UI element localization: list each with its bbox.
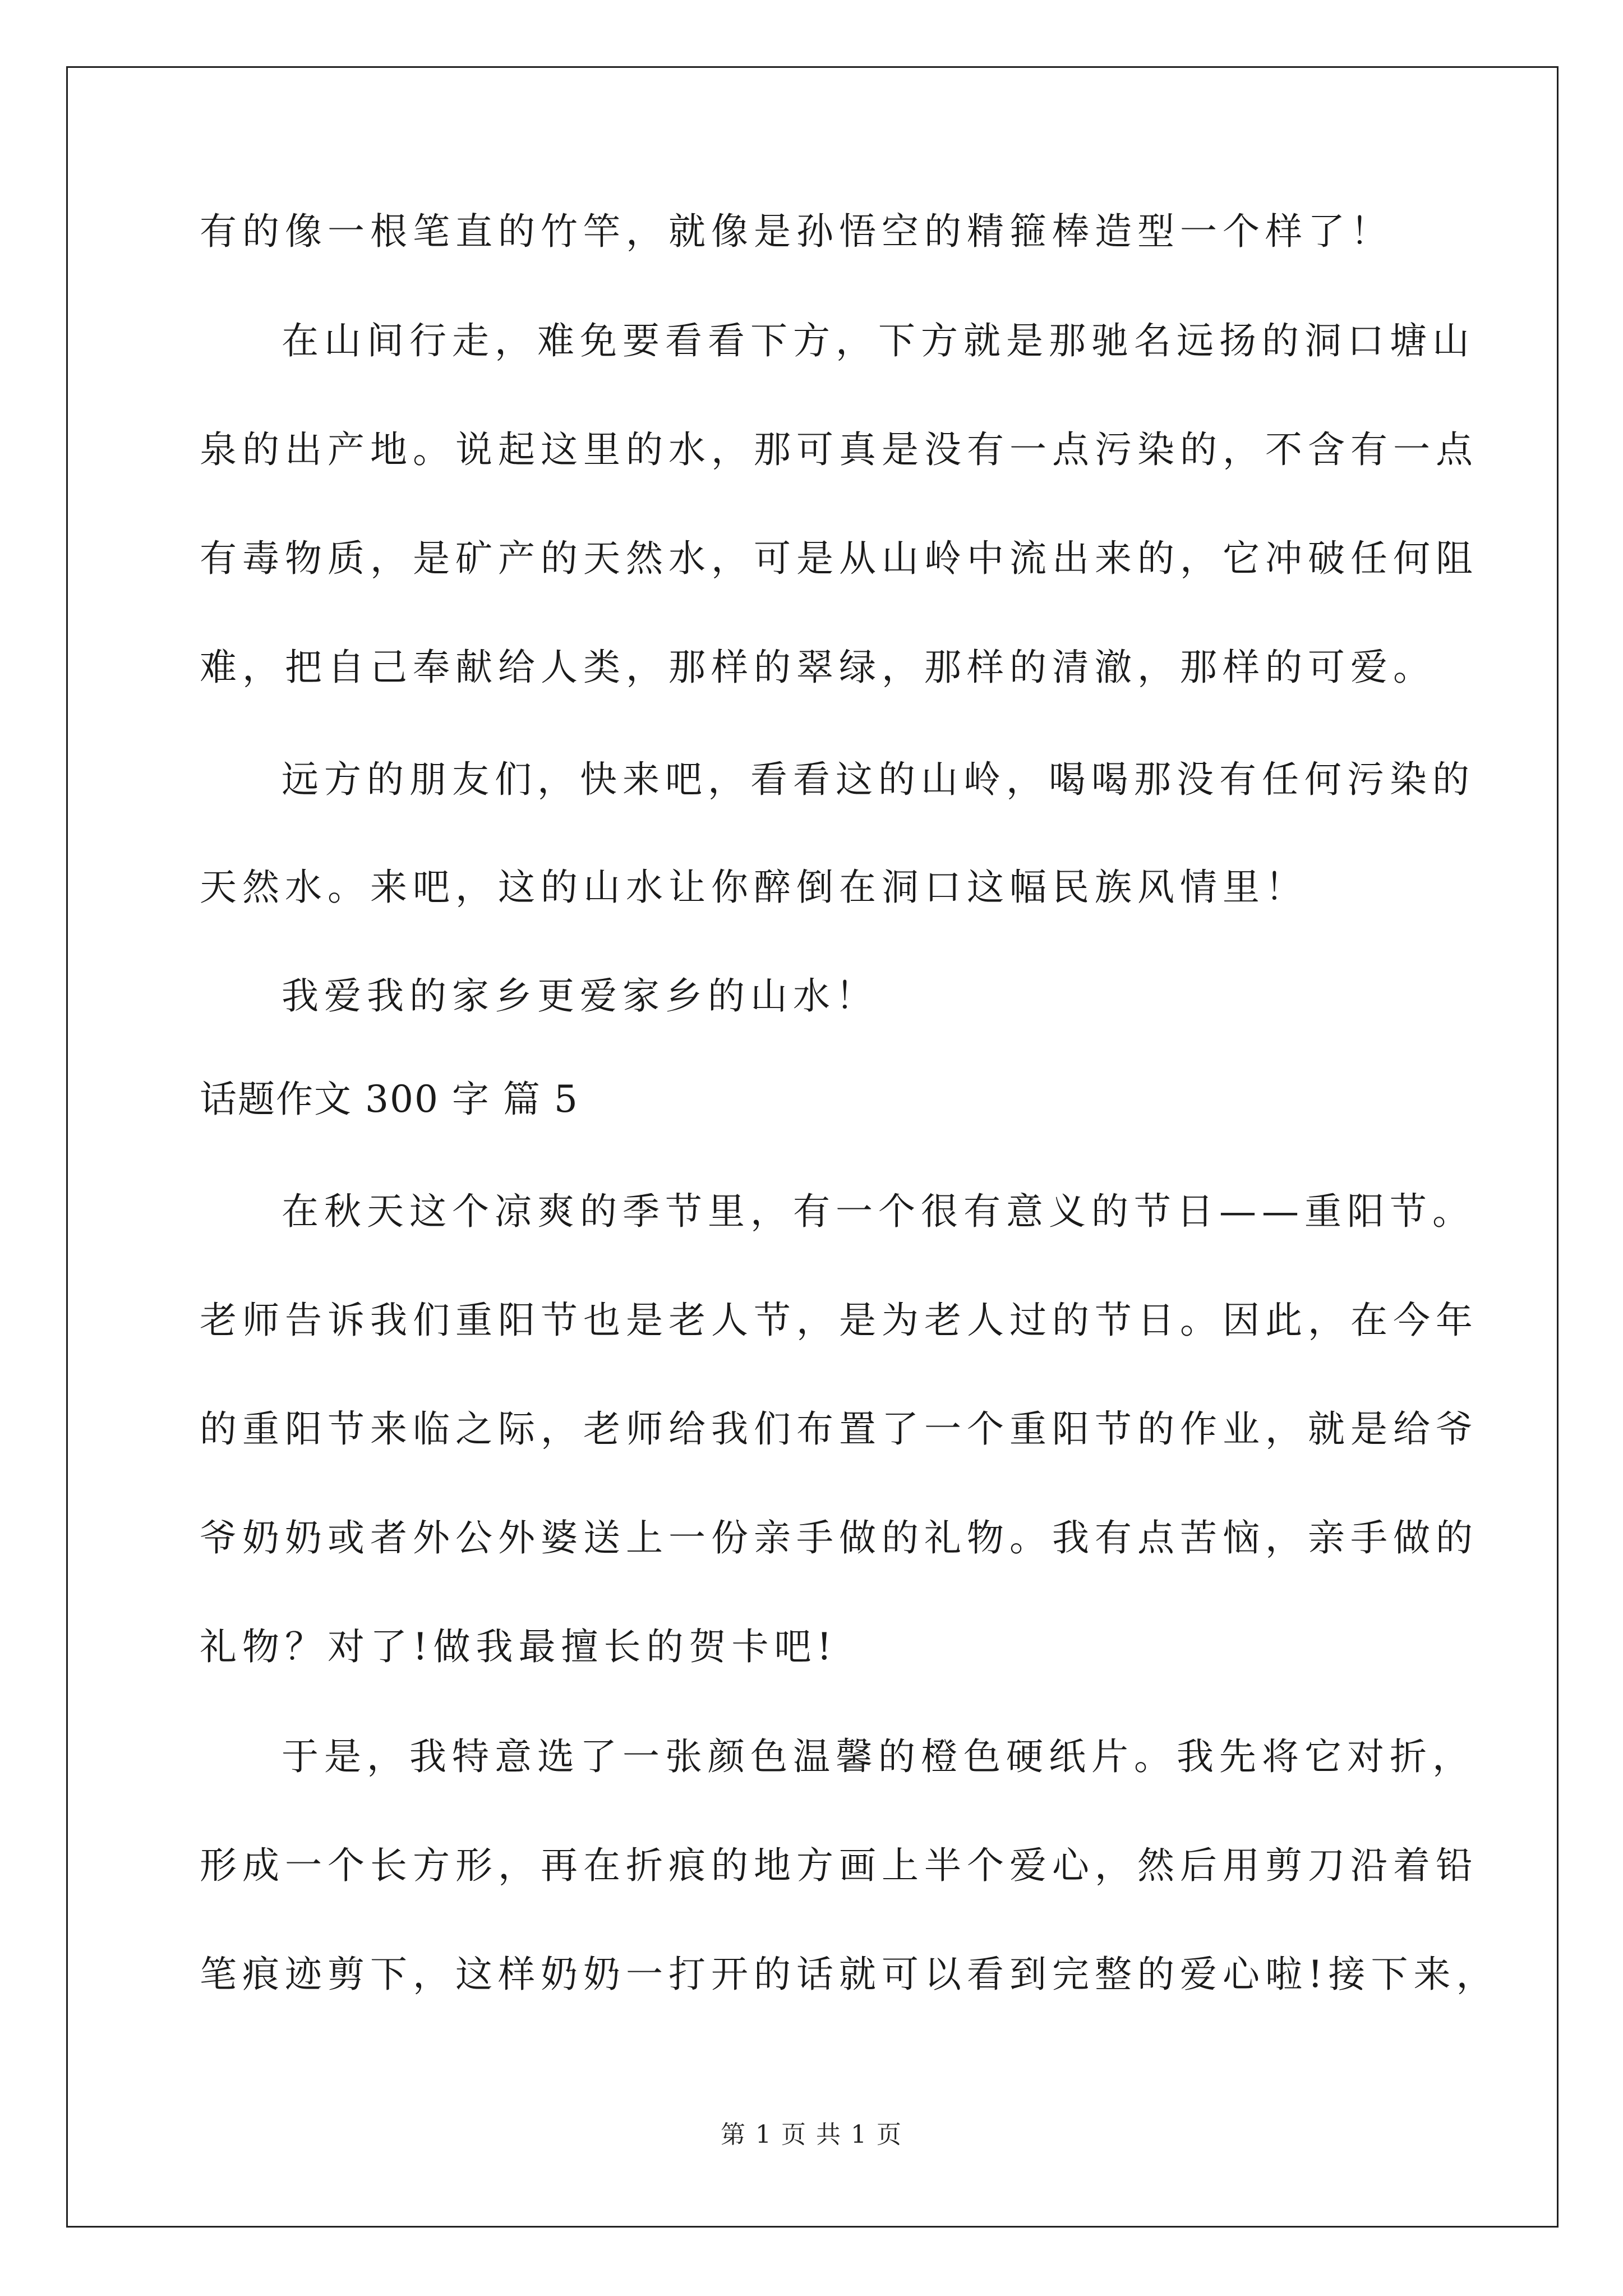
page-border [66,66,1559,2228]
body-line: 难，把自己奉献给人类，那样的翠绿，那样的清澈，那样的可爱。 [200,646,1436,689]
body-line: 老师告诉我们重阳节也是老人节，是为老人过的节日。因此，在今年 [200,1299,1478,1342]
section-heading: 话题作文 300 字 篇 5 [200,1078,579,1121]
body-line: 笔痕迹剪下，这样奶奶一打开的话就可以看到完整的爱心啦!接下来， [200,1953,1499,1996]
body-line: 礼物？对了!做我最擅长的贺卡吧! [200,1625,838,1668]
paragraph-first-line: 在秋天这个凉爽的季节里，有一个很有意义的节日——重阳节。 [282,1190,1475,1233]
body-line: 的重阳节来临之际，老师给我们布置了一个重阳节的作业，就是给爷 [200,1407,1478,1451]
paragraph-first-line: 远方的朋友们，快来吧，看看这的山岭，喝喝那没有任何污染的 [282,758,1475,801]
page-number-footer: 第 1 页 共 1 页 [721,2120,902,2149]
body-line: 形成一个长方形，再在折痕的地方画上半个爱心，然后用剪刀沿着铅 [200,1844,1478,1887]
body-line: 泉的出产地。说起这里的水，那可真是没有一点污染的，不含有一点 [200,428,1478,471]
paragraph-first-line: 于是，我特意选了一张颜色温馨的橙色硬纸片。我先将它对折， [282,1735,1475,1778]
paragraph-first-line: 我爱我的家乡更爱家乡的山水！ [282,974,878,1018]
paragraph-first-line: 在山间行走，难免要看看下方，下方就是那驰名远扬的洞口塘山 [282,319,1475,362]
body-line: 爷奶奶或者外公外婆送上一份亲手做的礼物。我有点苦恼，亲手做的 [200,1516,1478,1559]
body-line: 天然水。来吧，这的山水让你醉倒在洞口这幅民族风情里！ [200,866,1308,909]
body-line: 有毒物质，是矿产的天然水，可是从山岭中流出来的，它冲破任何阻 [200,537,1478,580]
body-line: 有的像一根笔直的竹竿，就像是孙悟空的精箍棒造型一个样了！ [200,210,1393,253]
